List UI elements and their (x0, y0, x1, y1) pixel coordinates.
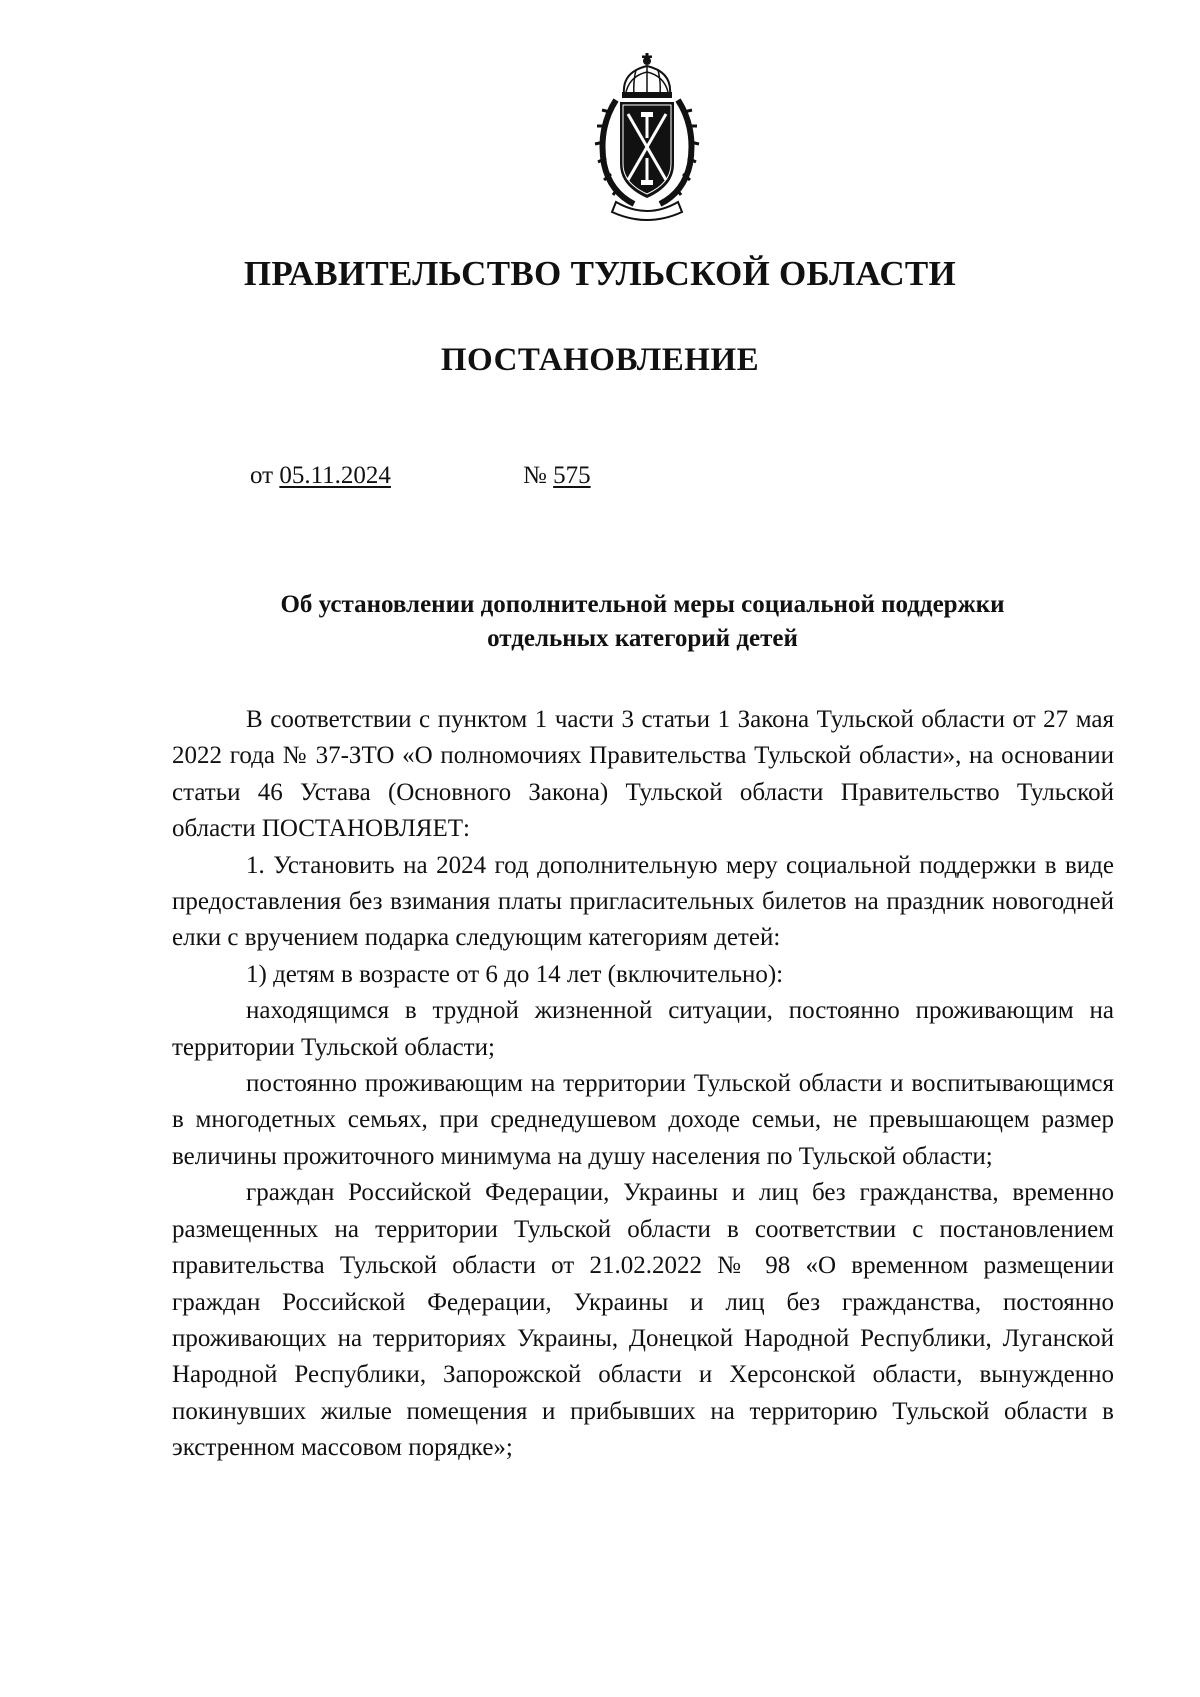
document-number (523, 462, 591, 490)
document-type: ПОСТАНОВЛЕНИЕ (440, 342, 760, 378)
date-prefix: от (250, 462, 274, 489)
body-paragraph: В соответствии с пунктом 1 части 3 статьи 1 Закона Тульской области от 27 мая 2022 года № 37-ЗТО «О полномочиях Правительства Тульской области», на основании статьи 46 Устава (Основного Закона) Тульской области Правительство Тульской области ПОСТАНОВЛЯЕТ: (172, 706, 1114, 843)
document-date (250, 462, 391, 490)
body-paragraph: 1) детям в возрасте от 6 до 14 лет (включительно): (246, 960, 784, 988)
tula-coat-of-arms-icon (586, 52, 708, 222)
government-name: ПРАВИТЕЛЬСТВО ТУЛЬСКОЙ ОБЛАСТИ (243, 254, 957, 293)
date-value: 05.11.2024 (279, 462, 391, 489)
document-subject (170, 588, 1115, 656)
number-prefix: № (523, 462, 547, 489)
body-paragraph: постоянно проживающим на территории Тульской области и воспитывающимся в многодетных семьях, при среднедушевом доходе семьи, не превышающем размер величины прожиточного минимума на душу населения по Тульской области; (172, 1070, 1114, 1170)
subject-line-1: Об установлении дополнительной меры социальной поддержки (280, 591, 1005, 618)
subject-line-2: отдельных категорий детей (487, 625, 798, 652)
body-paragraph: 1. Установить на 2024 год дополнительную меру социальной поддержки в виде предоставления без взимания платы пригласительных билетов на праздник новогодней елки с вручением подарка следующим категориям детей: (172, 851, 1114, 952)
document-body (172, 702, 1114, 1467)
number-value: 575 (553, 462, 591, 489)
body-paragraph: граждан Российской Федерации, Украины и лиц без гражданства, временно размещенных на территории Тульской области в соответствии с постановлением правительства Тульской области от 21.02.2022 № 98 «О временном размещении граждан Российской Федерации, Украины и лиц без гражданства, постоянно проживающих на территориях Украины, Донецкой Народной Республики, Луганской Народной Республики, Запорожской области и Херсонской области, вынужденно покинувших жилые помещения и прибывших на территорию Тульской области в экстренном массовом порядке»; (172, 1179, 1114, 1462)
body-paragraph: находящимся в трудной жизненной ситуации, постоянно проживающим на территории Тульской области; (172, 997, 1114, 1061)
